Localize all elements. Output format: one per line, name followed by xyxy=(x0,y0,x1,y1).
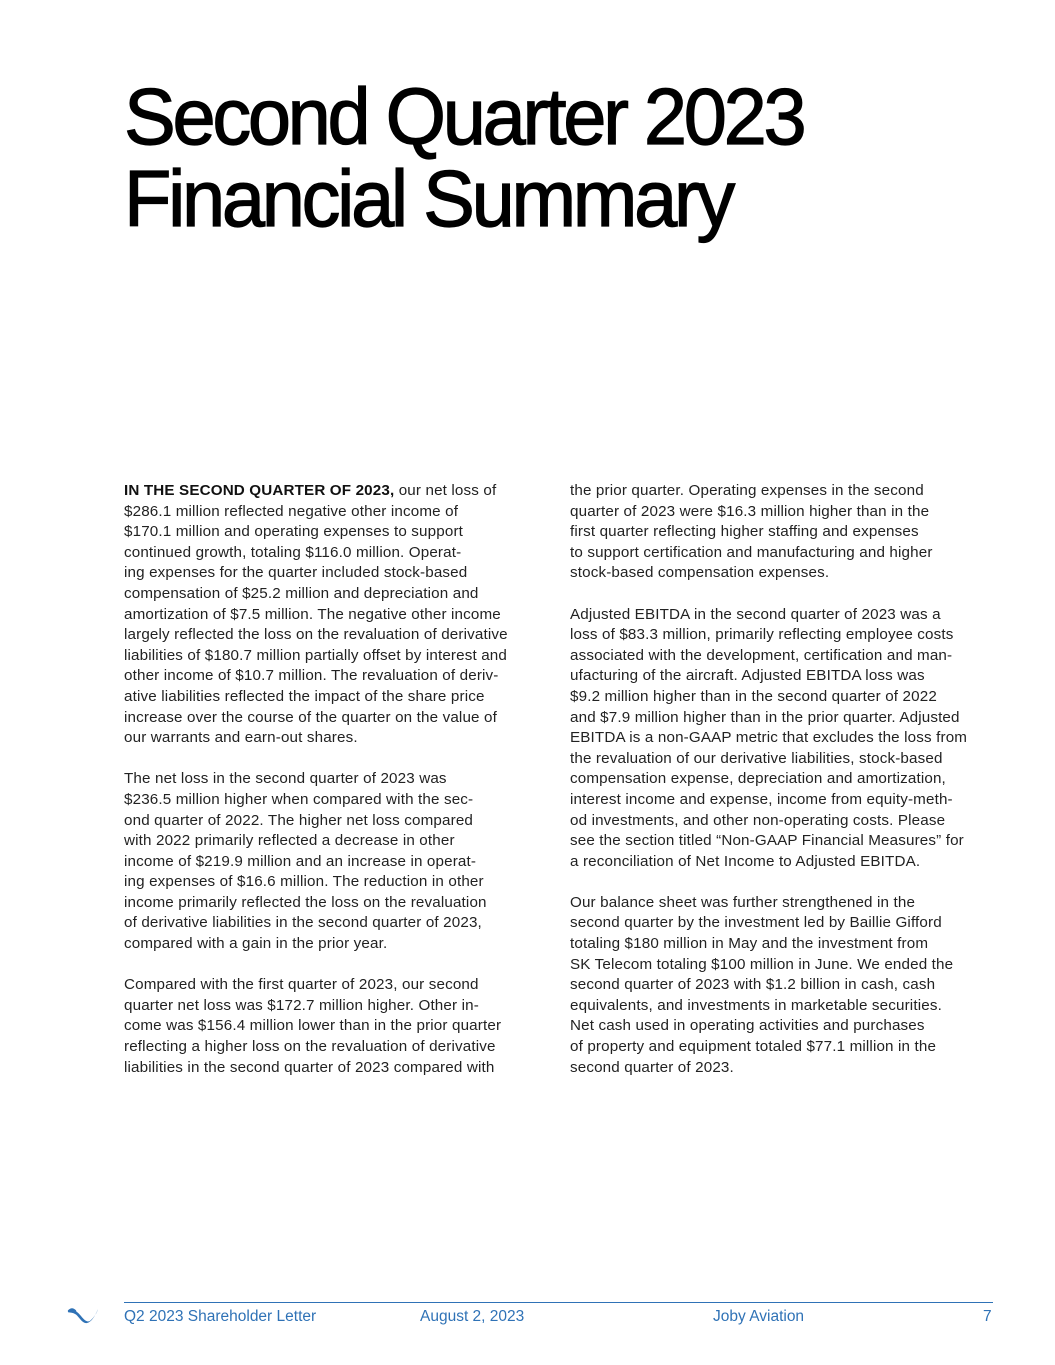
paragraph-year-over-year: The net loss in the second quarter of 2023 was $236.5 million higher when compared with the sec- ond quarter of 2022. The higher net loss compared with 2022 primarily reflected a decrease in other income of $219.9 million and an increase in operat- ing expenses of $16.6 million. The reduction in other income primarily reflected the loss on the revaluation of derivative liabilities in the second quarter of 2023, compared with a gain in the prior year. xyxy=(124,770,487,953)
paragraph-operating-expenses: the prior quarter. Operating expenses in the second quarter of 2023 were $16.3 million higher than in the first quarter reflecting higher staffing and expenses to support certification and manufacturing and higher stock-based compensation expenses. xyxy=(570,482,933,582)
paragraph-net-loss-summary: IN THE SECOND QUARTER OF 2023, our net loss of $286.1 million reflected negative other income of $170.1 million and operating expenses to support continued growth, totaling $116.0 million. Operat- ing expenses for the quarter included stock-based compensation of $25.2 million and depreciation and amortization of $7.5 million. The negative other income largely reflected the loss on the revaluation of derivative liabilities of $180.7 million partially offset by interest and other income of $10.7 million. The revaluation of deriv- ative liabilities reflected the impact of the share price increase over the course of the quarter on the value of our warrants and earn-out shares. xyxy=(124,482,508,747)
page-title xyxy=(124,72,804,243)
footer-page-number: 7 xyxy=(983,1308,992,1325)
lead-in-heading: IN THE SECOND QUARTER OF 2023, xyxy=(124,482,395,499)
right-column xyxy=(570,481,1002,1099)
footer-document-title: Q2 2023 Shareholder Letter xyxy=(124,1308,317,1325)
paragraph-balance-sheet: Our balance sheet was further strengthened in the second quarter by the investment led by Baillie Gifford totaling $180 million in May and the investment from SK Telecom totaling $100 million in June. We ended the second quarter of 2023 with $1.2 billion in cash, cash equivalents, and investments in marketable securities. Net cash used in operating activities and purchases of property and equipment totaled $77.1 million in the second quarter of 2023. xyxy=(570,893,954,1076)
joby-logo-icon xyxy=(66,1306,100,1326)
page-title-line-1: Second Quarter 2023 xyxy=(124,72,804,161)
left-column xyxy=(124,481,554,1099)
footer-divider xyxy=(124,1302,993,1303)
footer-company: Joby Aviation xyxy=(713,1308,805,1325)
footer-date: August 2, 2023 xyxy=(420,1308,525,1325)
paragraph-quarter-over-quarter: Compared with the first quarter of 2023, our second quarter net loss was $172.7 million higher. Other in- come was $156.4 million lower than in the prior quarter reflecting a higher loss on the revaluation of derivative liabilities in the second quarter of 2023 compared with xyxy=(124,976,502,1076)
paragraph-adjusted-ebitda: Adjusted EBITDA in the second quarter of 2023 was a loss of $83.3 million, primarily reflecting employee costs associated with the development, certification and man- ufacturing of the aircraft. Adjusted EBITDA loss was $9.2 million higher than in the second quarter of 2022 and $7.9 million higher than in the prior quarter. Adjusted EBITDA is a non-GAAP metric that excludes the loss from the revaluation of our derivative liabilities, stock-based compensation expense, depreciation and amortization, interest income and expense, income from equity-meth- od investments, and other non-operating costs. Please see the section titled “Non-GAAP Financial Measures” for a reconciliation of Net Income to Adjusted EBITDA. xyxy=(570,605,968,870)
page-title-line-2: Financial Summary xyxy=(124,154,733,243)
